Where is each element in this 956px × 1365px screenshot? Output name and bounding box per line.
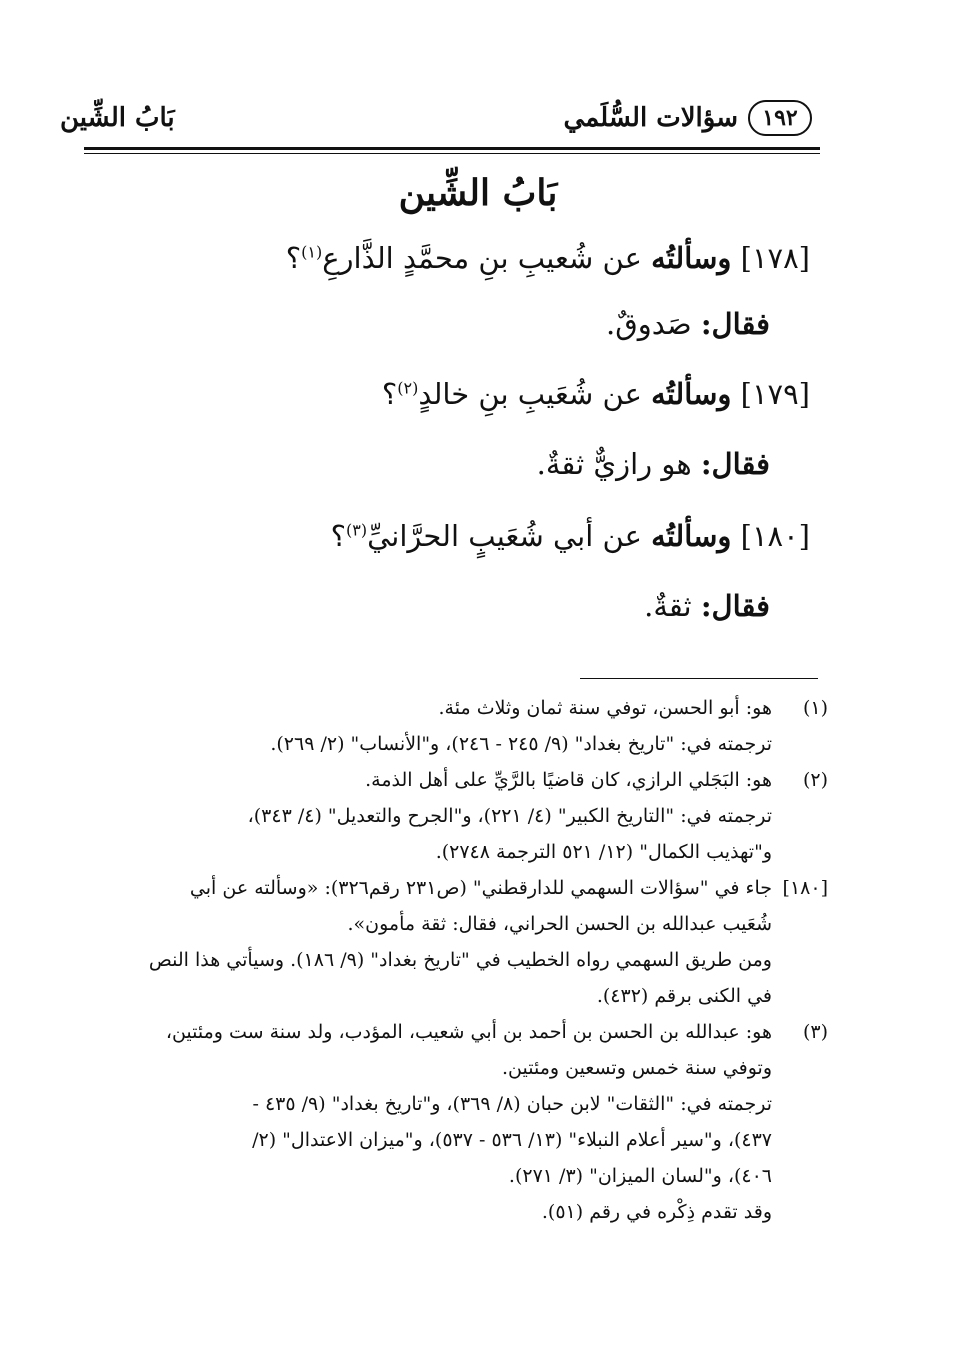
entry-question (110, 514, 810, 558)
entry-number: [١٧٩] (740, 377, 810, 411)
question-text: عن شُعَيبِ بنِ خالدٍ (418, 377, 642, 411)
footnote-label: (١) (802, 697, 828, 719)
footnote (104, 690, 828, 762)
page-number: ١٩٢ (748, 100, 812, 136)
footnote-line: جاء في "سؤالات السهمي للدارقطني" (ص٢٣١ رقم٣٢٦): «وسألته عن أبي (189, 877, 772, 899)
footnote-label: [١٨٠] (782, 877, 828, 899)
question-text: عن أبي شُعَيبٍ الحرَّانيِّ (367, 519, 642, 553)
footnote-line: شُعَيب عبدالله بن الحسن الحراني، فقال: ثقة مأمون». (347, 913, 772, 935)
footnote-line: وتوفي سنة خمس وتسعين ومئتين. (502, 1057, 772, 1079)
footnote-ref: (٢) (397, 378, 419, 398)
footnote-line: في الكنى برقم (٤٣٢). (596, 985, 772, 1007)
footnote-ref: (١) (301, 242, 323, 262)
footnote-line: هو: أبو الحسن، توفي سنة ثمان وثلاث مئة. (438, 697, 772, 719)
answer-text: صَدوقٌ. (606, 307, 692, 341)
footnote (104, 762, 828, 870)
footnote-label: (٢) (802, 769, 828, 791)
footnote (104, 870, 828, 1014)
question-lead: وسألتُه (651, 241, 732, 275)
entry-number: [١٨٠] (740, 519, 810, 553)
chapter-heading: بَابُ الشِّين (398, 172, 558, 214)
question-text: عن شُعيبِ بنِ محمَّدٍ الذَّارعِ (322, 241, 642, 275)
answer-lead: فقال: (700, 589, 770, 623)
question-mark: ؟ (330, 519, 347, 553)
header-rule-thick (84, 147, 820, 150)
answer-lead: فقال: (700, 307, 770, 341)
footnote-line: ومن طريق السهمي رواه الخطيب في "تاريخ بغداد" (٩/ ١٨٦). وسيأتي هذا النص (148, 949, 772, 971)
footnote (104, 1014, 828, 1230)
footnotes (104, 690, 828, 1230)
footnote-line: وقد تقدم ذِكْره في رقم (٥١). (541, 1201, 772, 1223)
question-mark: ؟ (285, 241, 302, 275)
footnote-line: ترجمته في: "تاريخ بغداد" (٩/ ٢٤٥ - ٢٤٦)، و"الأنساب" (٢/ ٢٦٩). (270, 733, 772, 755)
book-title: سؤالات السُّلَمي (563, 103, 738, 133)
entry-question (110, 236, 810, 280)
question-mark: ؟ (381, 377, 398, 411)
footnote-ref: (٣) (346, 520, 368, 540)
running-chapter-title: بَابُ الشِّين (60, 103, 175, 133)
question-lead: وسألتُه (651, 377, 732, 411)
header-rule-thin (84, 153, 820, 154)
footnote-line: هو: عبدالله بن الحسن بن أحمد بن أبي شعيب، المؤدب، ولد سنة ست ومئتين، (165, 1021, 772, 1043)
footnote-line: هو: البَجَلي الرازي، كان قاضيًا بالرَّيِّ على أهل الذمة. (365, 769, 772, 791)
footnote-separator (580, 678, 818, 679)
footnote-line: ٤٠٦)، و"لسان الميزان" (٣/ ٢٧١). (508, 1165, 772, 1187)
footnote-line: ٤٣٧)، و"سير أعلام النبلاء" (١٣/ ٥٣٦ - ٥٣٧)، و"ميزان الاعتدال" (٢/ (252, 1129, 772, 1151)
footnote-line: ترجمته في: "الثقات" لابن حبان (٨/ ٣٦٩)، و"تاريخ بغداد" (٩/ ٤٣٥ - (252, 1093, 772, 1115)
answer-text: ثقةٌ. (644, 589, 692, 623)
question-lead: وسألتُه (651, 519, 732, 553)
entry-answer (110, 584, 770, 628)
answer-lead: فقال: (700, 447, 770, 481)
entry-answer (110, 442, 770, 486)
entry-answer (110, 302, 770, 346)
entry-question (110, 372, 810, 416)
footnote-line: و"تهذيب الكمال" (١٢/ ٥٢١ الترجمة ٢٧٤٨). (435, 841, 772, 863)
answer-text: هو رازيٌّ ثقةٌ. (536, 447, 692, 481)
footnote-label: (٣) (802, 1021, 828, 1043)
footnote-line: ترجمته في: "التاريخ الكبير" (٤/ ٢٢١)، و"الجرح والتعديل" (٤/ ٣٤٣)، (247, 805, 772, 827)
entry-number: [١٧٨] (740, 241, 810, 275)
